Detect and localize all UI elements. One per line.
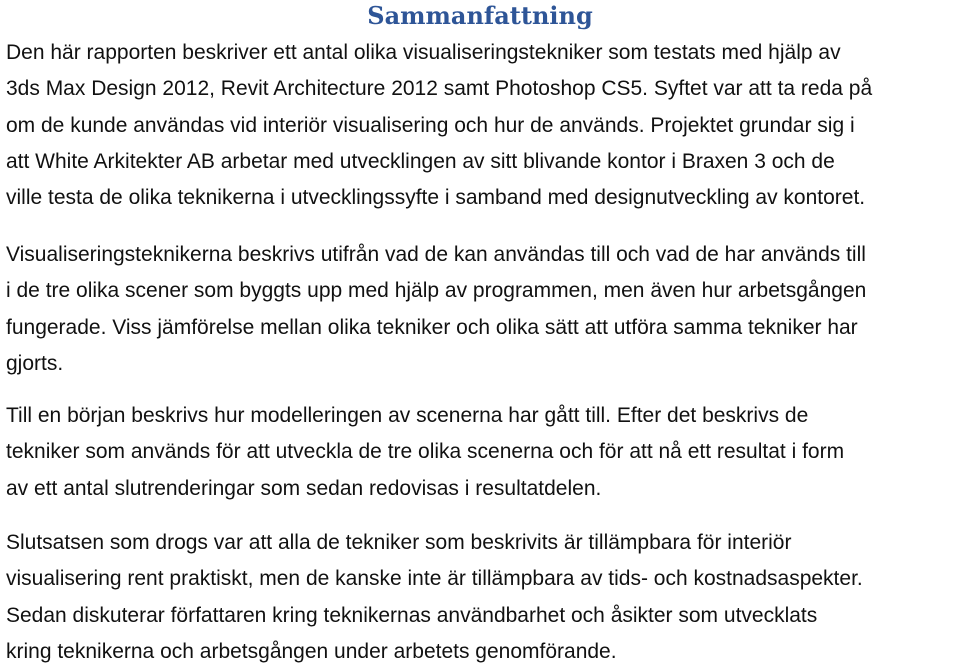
paragraph-line: gjorts. [6,351,64,375]
paragraph-line: kring teknikerna och arbetsgången under arbetets genomförande. [6,639,617,663]
paragraph-line: fungerade. Viss jämförelse mellan olika tekniker och olika sätt att utföra samma tekniker har [6,315,858,339]
paragraph-line: tekniker som används för att utveckla de tre olika scenerna och för att nå ett resultat i form [6,440,845,464]
paragraph-line: av ett antal slutrenderingar som sedan redovisas i resultatdelen. [6,476,602,500]
paragraph-line: att White Arkitekter AB arbetar med utvecklingen av sitt blivande kontor i Braxen 3 och de [6,149,835,173]
paragraph-line: Visualiseringsteknikerna beskrivs utifrån vad de kan användas till och vad de har används till [6,243,866,266]
summary-paragraph-4 [6,525,960,670]
paragraph-line: i de tre olika scener som byggts upp med hjälp av programmen, men även hur arbetsgången [6,279,867,303]
paragraph-line: 3ds Max Design 2012, Revit Architecture 2012 samt Photoshop CS5. Syftet var att ta reda på [6,77,873,101]
paragraph-line: om de kunde användas vid interiör visualisering och hur de används. Projektet grundar sig i [6,113,855,137]
paragraph-line: Slutsatsen som drogs var att alla de tekniker som beskrivits är tillämpbara för interiör [6,531,792,554]
summary-paragraph-3 [6,398,960,507]
paragraph-line: Till en början beskrivs hur modelleringen av scenerna har gått till. Efter det beskrivs de [6,404,809,427]
paragraph-line: ville testa de olika teknikerna i utvecklingssyfte i samband med designutveckling av kontoret. [6,186,866,210]
summary-paragraph-2 [6,237,960,382]
paragraph-line: Den här rapporten beskriver ett antal olika visualiseringstekniker som testats med hjälp av [6,41,841,64]
paragraph-line: Sedan diskuterar författaren kring teknikernas användbarhet och åsikter som utvecklats [6,603,818,627]
paragraph-line: visualisering rent praktiskt, men de kanske inte är tillämpbara av tids- och kostnadsaspekter. [6,567,863,591]
summary-paragraph-1 [6,35,960,216]
document-title: Sammanfattning [367,1,593,30]
